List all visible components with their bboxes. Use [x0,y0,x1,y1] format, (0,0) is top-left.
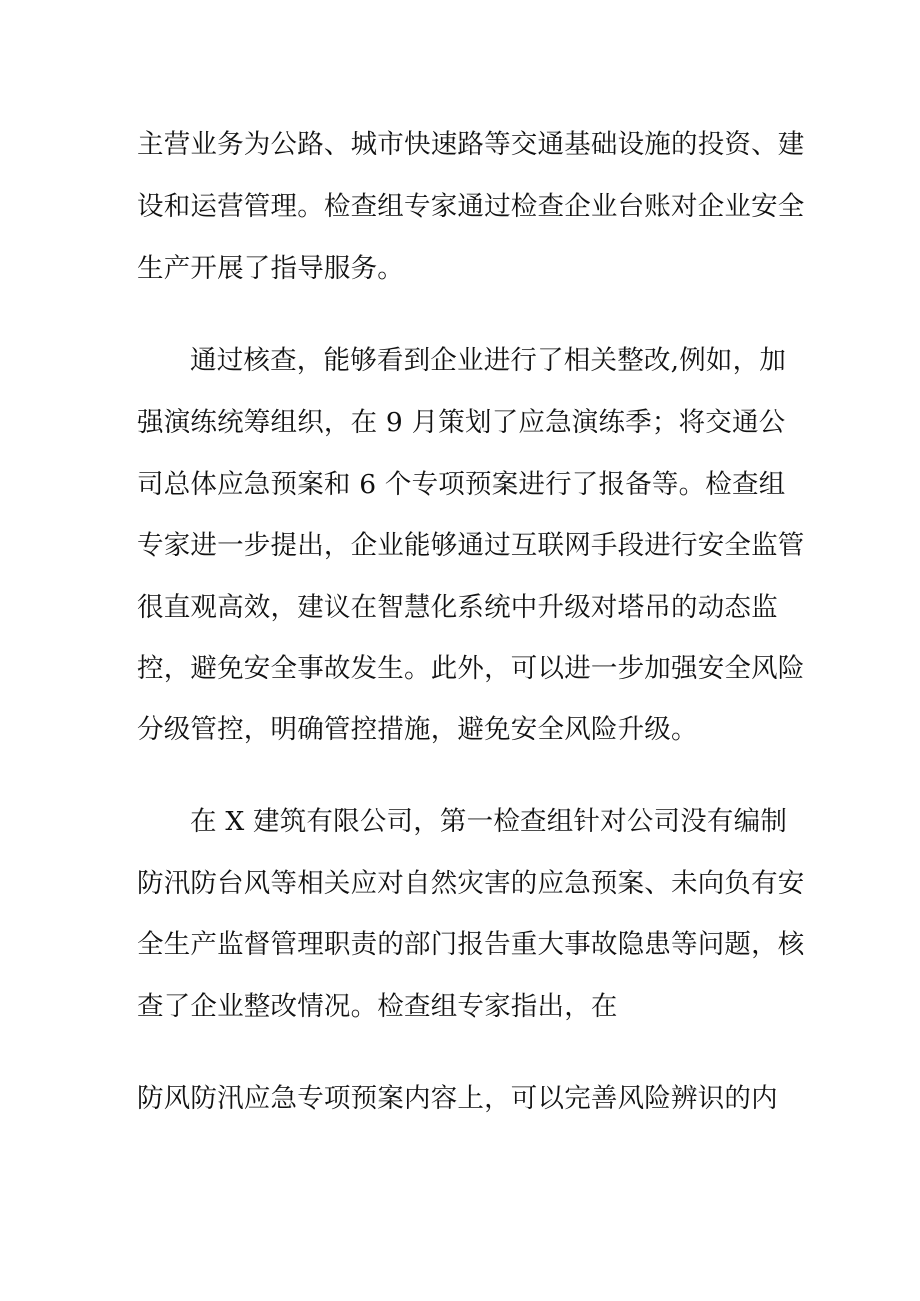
paragraph-3-line-1: 在 X 建筑有限公司，第一检查组针对公司没有编制 [190,806,788,837]
paragraph-3-line-3: 全生产监督管理职责的部门报告重大事故隐患等问题，核 [137,929,805,960]
paragraph-3-line-4: 查了企业整改情况。检查组专家指出，在 [137,991,618,1022]
paragraph-1-line-1: 主营业务为公路、城市快速路等交通基础设施的投资、建 [137,129,805,160]
paragraph-1-line-3: 生产开展了指导服务。 [137,253,404,284]
paragraph-4-line-1: 防风防汛应急专项预案内容上，可以完善风险辨识的内 [137,1083,778,1114]
paragraph-1-line-2: 设和运营管理。检查组专家通过检查企业台账对企业安全 [137,191,805,222]
paragraph-2-line-4: 专家进一步提出，企业能够通过互联网手段进行安全监管 [137,530,805,561]
paragraph-2-line-1: 通过核查，能够看到企业进行了相关整改,例如，加 [190,345,787,376]
paragraph-2-line-2: 强演练统筹组织，在 9 月策划了应急演练季；将交通公 [137,407,786,438]
paragraph-2-line-7: 分级管控，明确管控措施，避免安全风险升级。 [137,714,698,745]
paragraph-3-line-2: 防汛防台风等相关应对自然灾害的应急预案、未向负有安 [137,868,805,899]
paragraph-2-line-5: 很直观高效，建议在智慧化系统中升级对塔吊的动态监 [137,592,778,623]
paragraph-2-line-6: 控，避免安全事故发生。此外，可以进一步加强安全风险 [137,653,805,684]
paragraph-2-line-3: 司总体应急预案和 6 个专项预案进行了报备等。检查组 [137,469,786,500]
